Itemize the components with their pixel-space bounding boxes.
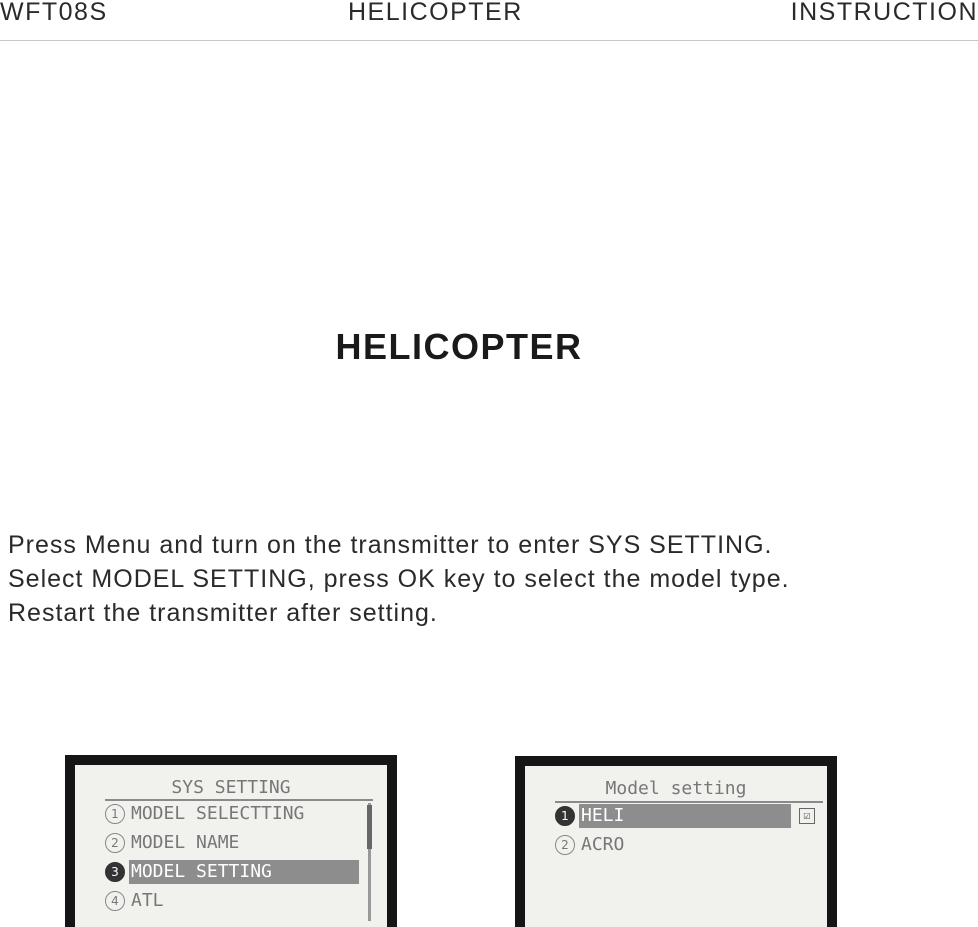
model-type-label: HELI <box>579 804 791 828</box>
instruction-line-3: Restart the transmitter after setting. <box>8 599 438 627</box>
instruction-line-2: Select MODEL SETTING, press OK key to select the model type. <box>8 565 790 593</box>
menu-item-atl[interactable] <box>105 888 166 914</box>
menu-item-model-selecting[interactable] <box>105 801 306 827</box>
number-3-icon: 3 <box>105 862 125 882</box>
sys-setting-screen <box>65 755 397 927</box>
sys-setting-display <box>75 765 387 927</box>
menu-item-label: MODEL NAME <box>131 832 240 853</box>
menu-item-model-setting[interactable] <box>105 859 359 885</box>
number-1-icon: 1 <box>105 804 125 824</box>
model-type-label: ACRO <box>581 834 625 855</box>
menu-item-label: MODEL SETTING <box>129 860 359 884</box>
menu-item-model-name[interactable] <box>105 830 241 856</box>
model-type-acro[interactable] <box>555 832 626 858</box>
scrollbar-thumb[interactable] <box>367 805 372 849</box>
model-setting-display <box>525 766 827 927</box>
header-divider <box>0 40 978 41</box>
checkbox-checked-icon[interactable]: ☑ <box>799 808 815 824</box>
section-title: HELICOPTER <box>335 326 583 367</box>
menu-item-label: ATL <box>131 890 164 911</box>
instruction-line-1: Press Menu and turn on the transmitter to enter SYS SETTING. <box>8 531 773 559</box>
model-setting-screen <box>515 756 837 927</box>
model-setting-title: Model setting <box>605 778 747 799</box>
model-type-heli[interactable] <box>555 803 815 829</box>
instructions <box>8 528 790 630</box>
number-2-icon: 2 <box>555 835 575 855</box>
menu-item-label: MODEL SELECTTING <box>131 803 305 824</box>
number-1-icon: 1 <box>555 806 575 826</box>
header-section: HELICOPTER <box>348 0 523 26</box>
number-4-icon: 4 <box>105 891 125 911</box>
header-doc-type: INSTRUCTION <box>790 0 978 26</box>
number-2-icon: 2 <box>105 833 125 853</box>
sys-setting-title: SYS SETTING <box>171 777 291 798</box>
header-model: WFT08S <box>0 0 108 26</box>
